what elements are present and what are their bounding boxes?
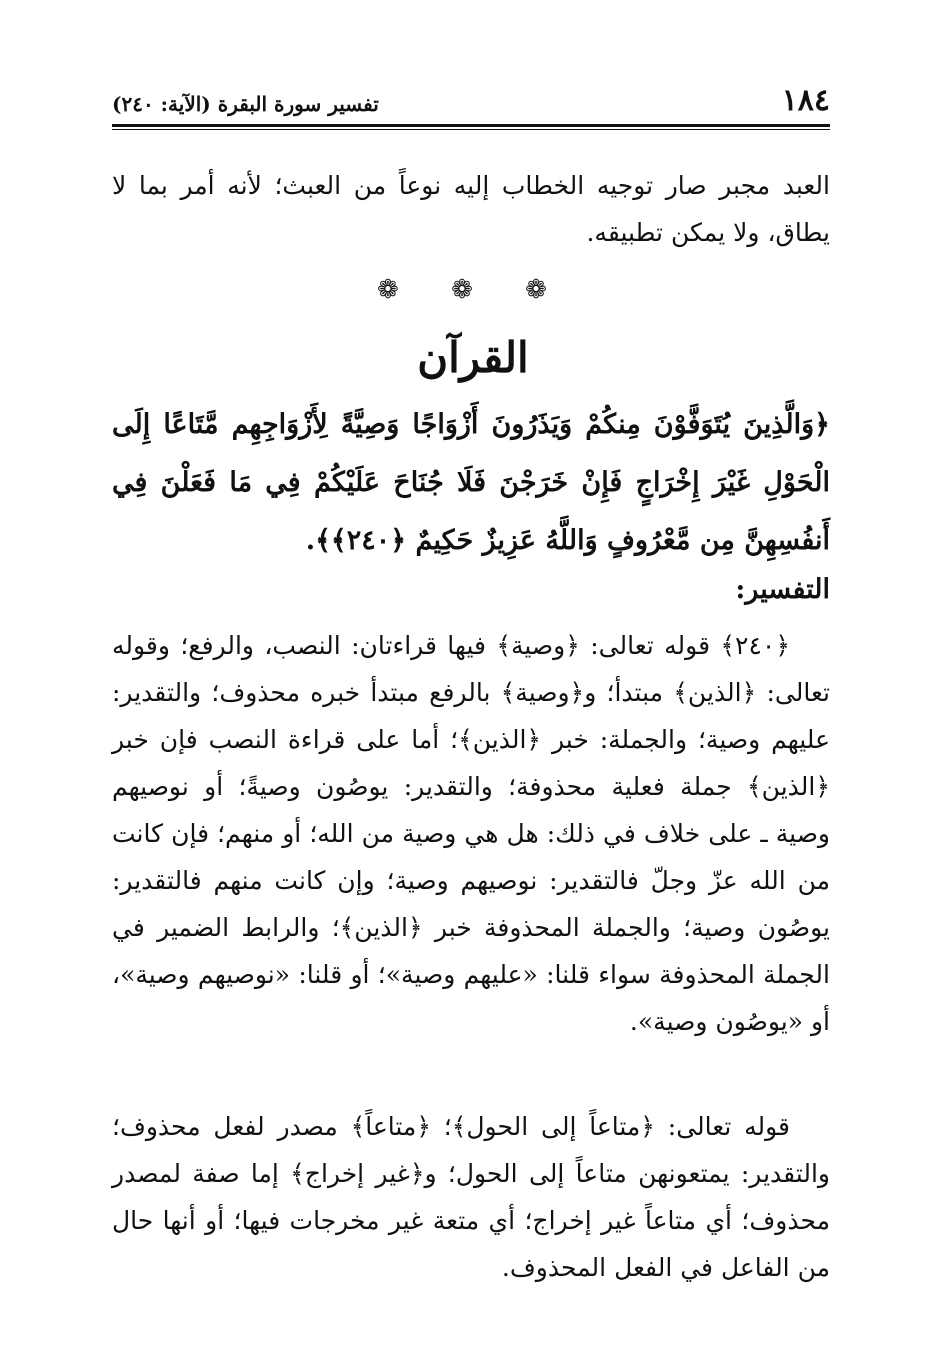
- tafsir-paragraph: قوله تعالى: ﴿متاعاً إلى الحول﴾؛ ﴿متاعاً﴾ مصدر لفعل محذوف؛ والتقدير: يمتعونهن متاعاً إلى الحول؛ و﴿غير إخراج﴾ إما صفة لمصدر محذوف؛ أي متاعاً غير إخراج؛ أي متعة غير مخرجات فيها؛ أو أنها حال من الفاعل في الفعل المحذوف.: [112, 1112, 830, 1282]
- running-title: تفسير سورة البقرة (الآية: ٢٤٠): [112, 92, 379, 116]
- tafsir-paragraph: ﴿٢٤٠﴾ قوله تعالى: ﴿وصية﴾ فيها قراءتان: النصب، والرفع؛ وقوله تعالى: ﴿الذين﴾ مبتدأ؛ و﴿وصية﴾ بالرفع مبتدأ خبره محذوف؛ والتقدير: عليهم وصية؛ والجملة: خبر ﴿الذين﴾؛ أما على قراءة النصب فإن خبر ﴿الذين﴾ جملة فعلية محذوفة؛ والتقدير: يوصُون وصيةً؛ أو نوصيهم وصية ـ على خلاف في ذلك: هل هي وصية من الله؛ أو منهم؛ فإن كانت من الله عزّ وجلّ فالتقدير: نوصيهم وصية؛ وإن كانت منهم فالتقدير: يوصُون وصية؛ والجملة المحذوفة خبر ﴿الذين﴾؛ والرابط الضمير في الجملة المحذوفة سواء قلنا: «عليهم وصية»؛ أو قلنا: «نوصيهم وصية»، أو «يوصُون وصية».: [112, 631, 830, 1036]
- header-rule-thick: [112, 124, 830, 127]
- section-separator-ornaments: ❁ ❁ ❁: [377, 275, 569, 305]
- running-header: [112, 82, 830, 122]
- tafsir-heading: التفسير:: [735, 574, 830, 605]
- quran-verse: ﴿وَالَّذِينَ يُتَوَفَّوْنَ مِنكُمْ وَيَذَرُونَ أَزْوَاجًا وَصِيَّةً لِأَزْوَاجِهِم مَّتَاعًا إِلَى الْحَوْلِ غَيْرَ إِخْرَاجٍ فَإِنْ خَرَجْنَ فَلَا جُنَاحَ عَلَيْكُمْ فِي مَا فَعَلْنَ فِي أَنفُسِهِنَّ مِن مَّعْرُوفٍ وَاللَّهُ عَزِيزٌ حَكِيمٌ ﴿٢٤٠﴾﴾.: [112, 409, 830, 556]
- header-rule-thin: [112, 129, 830, 130]
- quran-section-heading: القرآن: [417, 333, 529, 382]
- intro-paragraph: العبد مجبر صار توجيه الخطاب إليه نوعاً من العبث؛ لأنه أمر بما لا يطاق، ولا يمكن تطبيقه.: [112, 171, 830, 247]
- page-number: ١٨٤: [781, 83, 830, 118]
